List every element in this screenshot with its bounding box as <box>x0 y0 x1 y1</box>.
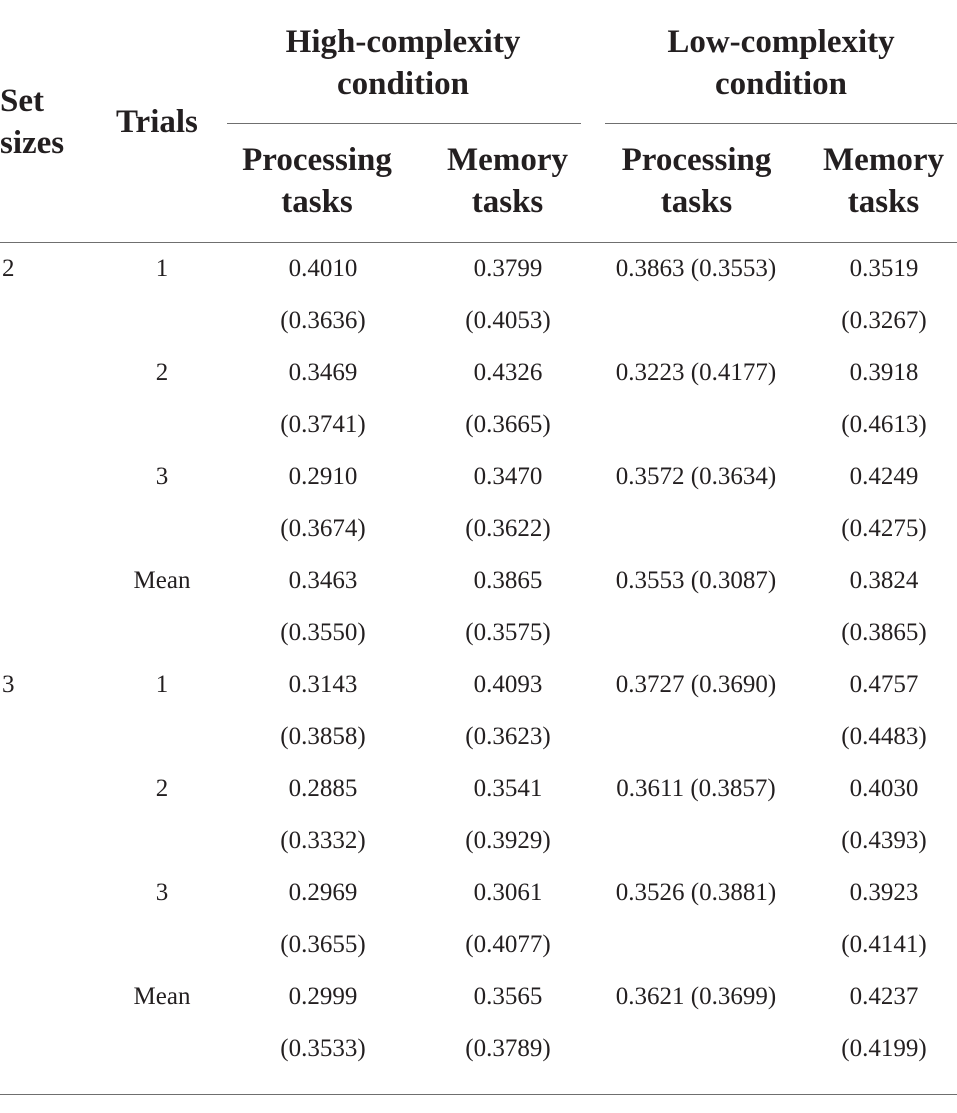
table-bottom-rule <box>0 1094 957 1095</box>
set-size-cell: 2 <box>2 255 15 282</box>
header-trials: Trials <box>116 104 198 140</box>
trial-cell: 1 <box>155 255 169 282</box>
low-processing-value: 0.3727 (0.3690) <box>615 671 777 698</box>
header-low-complexity-group: Low-complexity condition <box>667 24 895 102</box>
low-memory-sd: (0.4199) <box>841 1035 927 1062</box>
low-memory-mean: 0.3824 <box>849 567 919 594</box>
low-memory-mean: 0.4757 <box>849 671 919 698</box>
trial-cell: 2 <box>155 775 169 802</box>
low-processing-value: 0.3553 (0.3087) <box>615 567 777 594</box>
high-memory-sd: (0.4053) <box>465 307 551 334</box>
high-memory-mean: 0.3799 <box>473 255 543 282</box>
high-processing-sd: (0.3332) <box>280 827 366 854</box>
high-memory-sd: (0.3622) <box>465 515 551 542</box>
low-memory-sd: (0.4613) <box>841 411 927 438</box>
high-memory-mean: 0.3061 <box>473 879 543 906</box>
low-memory-mean: 0.4249 <box>849 463 919 490</box>
low-memory-mean: 0.4237 <box>849 983 919 1010</box>
low-memory-sd: (0.4393) <box>841 827 927 854</box>
high-processing-sd: (0.3636) <box>280 307 366 334</box>
high-memory-sd: (0.4077) <box>465 931 551 958</box>
group-rule-high <box>227 123 581 124</box>
low-memory-mean: 0.4030 <box>849 775 919 802</box>
header-set-sizes: Set sizes <box>0 83 65 161</box>
high-processing-sd: (0.3533) <box>280 1035 366 1062</box>
high-memory-sd: (0.3623) <box>465 723 551 750</box>
high-memory-sd: (0.3929) <box>465 827 551 854</box>
low-processing-value: 0.3621 (0.3699) <box>615 983 777 1010</box>
low-processing-value: 0.3526 (0.3881) <box>615 879 777 906</box>
high-processing-mean: 0.3463 <box>288 567 358 594</box>
low-memory-sd: (0.4275) <box>841 515 927 542</box>
low-processing-value: 0.3863 (0.3553) <box>615 255 777 282</box>
low-processing-value: 0.3572 (0.3634) <box>615 463 777 490</box>
header-high-memory: Memory tasks <box>447 142 568 220</box>
trial-cell: Mean <box>133 567 191 594</box>
high-memory-sd: (0.3789) <box>465 1035 551 1062</box>
high-memory-mean: 0.3470 <box>473 463 543 490</box>
high-processing-mean: 0.2910 <box>288 463 358 490</box>
high-memory-mean: 0.4093 <box>473 671 543 698</box>
high-memory-mean: 0.4326 <box>473 359 543 386</box>
high-processing-mean: 0.2969 <box>288 879 358 906</box>
low-memory-sd: (0.3865) <box>841 619 927 646</box>
low-memory-sd: (0.4141) <box>841 931 927 958</box>
high-memory-mean: 0.3541 <box>473 775 543 802</box>
high-processing-mean: 0.2885 <box>288 775 358 802</box>
high-processing-mean: 0.3143 <box>288 671 358 698</box>
high-processing-sd: (0.3655) <box>280 931 366 958</box>
low-memory-sd: (0.4483) <box>841 723 927 750</box>
trial-cell: 2 <box>155 359 169 386</box>
header-bottom-rule <box>0 242 957 243</box>
group-rule-low <box>605 123 957 124</box>
high-memory-sd: (0.3575) <box>465 619 551 646</box>
low-memory-sd: (0.3267) <box>841 307 927 334</box>
trial-cell: 1 <box>155 671 169 698</box>
high-memory-mean: 0.3865 <box>473 567 543 594</box>
trial-cell: Mean <box>133 983 191 1010</box>
high-processing-sd: (0.3741) <box>280 411 366 438</box>
high-processing-mean: 0.2999 <box>288 983 358 1010</box>
high-processing-mean: 0.3469 <box>288 359 358 386</box>
trial-cell: 3 <box>155 463 169 490</box>
header-high-processing: Processing tasks <box>242 142 392 220</box>
high-processing-sd: (0.3674) <box>280 515 366 542</box>
high-memory-sd: (0.3665) <box>465 411 551 438</box>
high-processing-mean: 0.4010 <box>288 255 358 282</box>
low-memory-mean: 0.3519 <box>849 255 919 282</box>
high-memory-mean: 0.3565 <box>473 983 543 1010</box>
set-size-cell: 3 <box>2 671 15 698</box>
low-memory-mean: 0.3923 <box>849 879 919 906</box>
header-low-processing: Processing tasks <box>621 142 772 220</box>
low-processing-value: 0.3611 (0.3857) <box>616 775 776 802</box>
low-memory-mean: 0.3918 <box>849 359 919 386</box>
header-low-memory: Memory tasks <box>823 142 944 220</box>
high-processing-sd: (0.3858) <box>280 723 366 750</box>
low-processing-value: 0.3223 (0.4177) <box>615 359 777 386</box>
trial-cell: 3 <box>155 879 169 906</box>
high-processing-sd: (0.3550) <box>280 619 366 646</box>
header-high-complexity-group: High-complexity condition <box>285 24 521 102</box>
